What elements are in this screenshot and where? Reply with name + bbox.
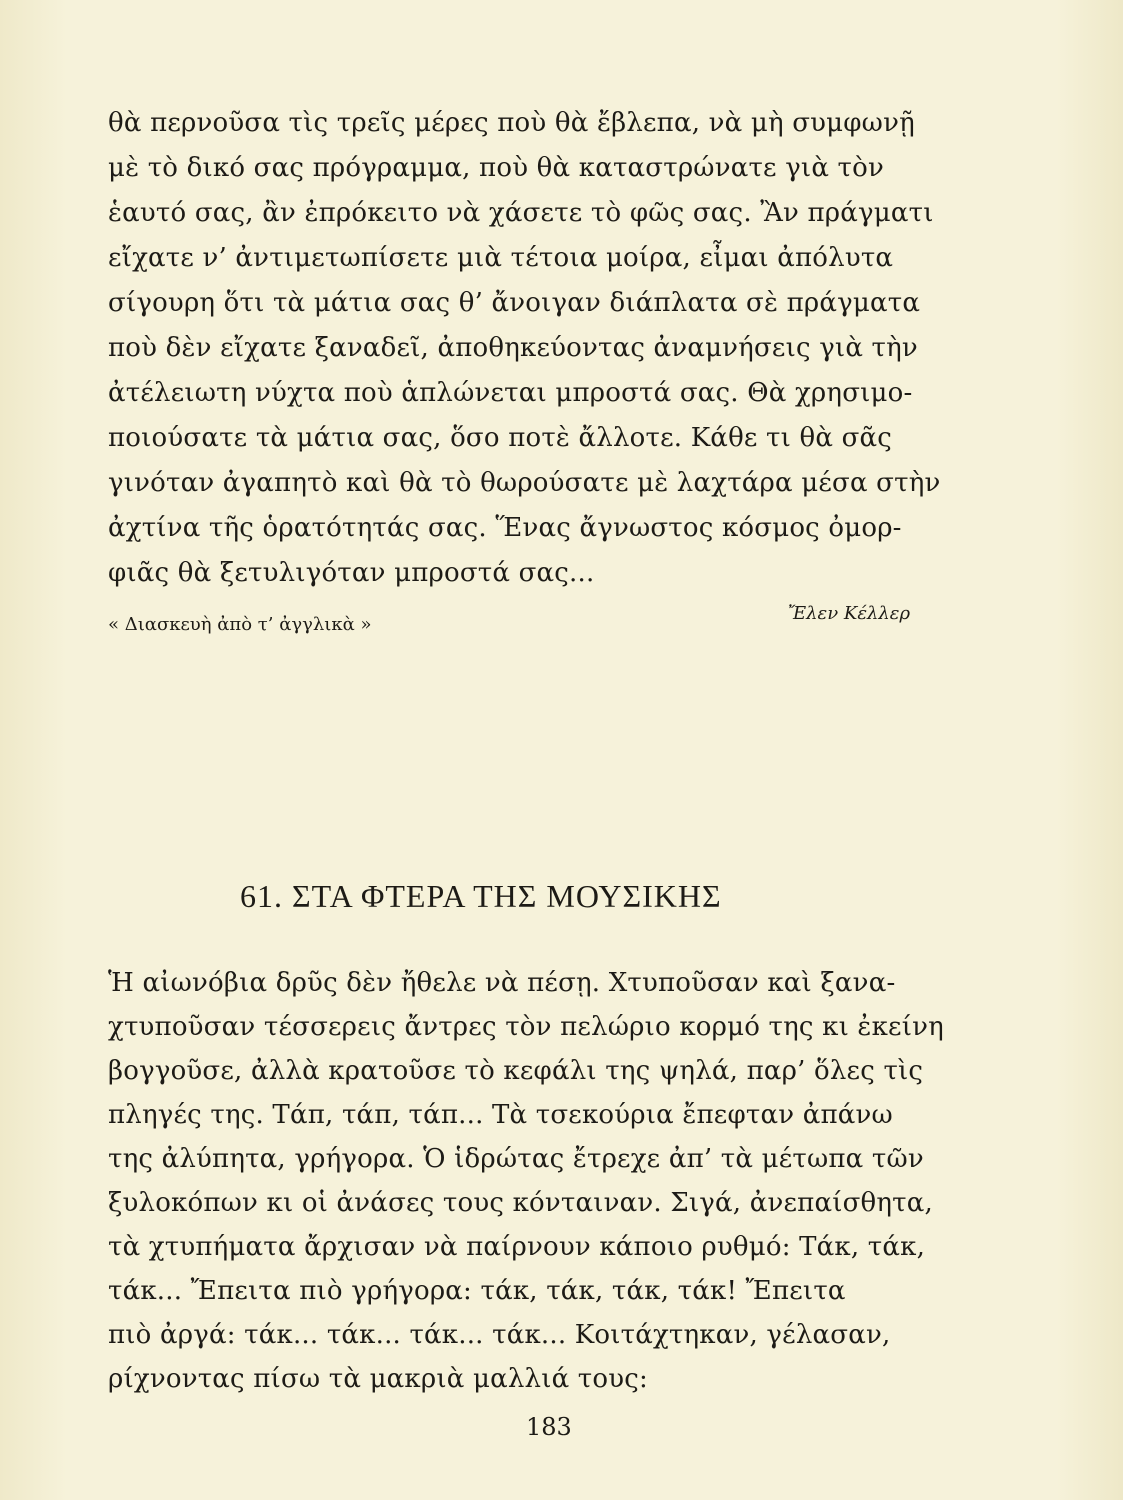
text-line: τάκ... Ἔπειτα πιὸ γρήγορα: τάκ, τάκ, τάκ, τάκ! Ἔπειτα [108,1276,846,1306]
text-line: ρίχνοντας πίσω τὰ μακριὰ μαλλιά τους: [108,1364,648,1394]
text-line: γινόταν ἀγαπητὸ καὶ θὰ τὸ θωρούσατε μὲ λαχτάρα μέσα στὴν [108,468,941,498]
text-line: της ἀλύπητα, γρήγορα. Ὁ ἱδρώτας ἔτρεχε ἀπ’ τὰ μέτωπα τῶν [108,1144,924,1174]
text-line: Ἡ αἰωνόβια δρῦς δὲν ἤθελε νὰ πέσῃ. Χτυποῦσαν καὶ ξανα- [108,968,896,998]
text-line: ἀτέλειωτη νύχτα ποὺ ἁπλώνεται μπροστά σας. Θὰ χρησιμο- [108,378,913,408]
text-line: φιᾶς θὰ ξετυλιγόταν μπροστά σας... [108,558,595,588]
chapter-heading: 61. ΣΤΑ ΦΤΕΡΑ ΤΗΣ ΜΟΥΣΙΚΗΣ [240,878,722,914]
credit-source: « Διασκευὴ ἀπὸ τ’ ἀγγλικὰ » [108,614,372,635]
text-line: ἑαυτό σας, ἂν ἐπρόκειτο νὰ χάσετε τὸ φῶς σας. Ἂν πράγματι [108,198,934,228]
text-line: σίγουρη ὅτι τὰ μάτια σας θ’ ἄνοιγαν διάπλατα σὲ πράγματα [108,288,921,318]
credit-author: Ἔλεν Κέλλερ [788,603,911,624]
text-line: ξυλοκόπων κι οἱ ἀνάσες τους κόνταιναν. Σιγά, ἀνεπαίσθητα, [108,1188,933,1218]
text-line: χτυποῦσαν τέσσερεις ἄντρες τὸν πελώριο κορμό της κι ἐκείνη [108,1012,944,1042]
text-line: εἴχατε ν’ ἀντιμετωπίσετε μιὰ τέτοια μοίρα, εἶμαι ἀπόλυτα [108,243,894,273]
text-line: μὲ τὸ δικό σας πρόγραμμα, ποὺ θὰ καταστρώνατε γιὰ τὸν [108,153,884,183]
text-line: ποὺ δὲν εἴχατε ξαναδεῖ, ἀποθηκεύοντας ἀναμνήσεις γιὰ τὴν [108,333,918,363]
page-number: 183 [526,1413,572,1441]
text-line: τὰ χτυπήματα ἄρχισαν νὰ παίρνουν κάποιο ρυθμό: Τάκ, τάκ, [108,1232,926,1262]
text-line: ποιούσατε τὰ μάτια σας, ὅσο ποτὲ ἄλλοτε. Κάθε τι θὰ σᾶς [108,423,893,453]
text-line: πληγές της. Τάπ, τάπ, τάπ... Τὰ τσεκούρια ἔπεφταν ἀπάνω [108,1100,893,1130]
text-line: βογγοῦσε, ἀλλὰ κρατοῦσε τὸ κεφάλι της ψηλά, παρ’ ὅλες τὶς [108,1056,924,1086]
text-line: ἀχτίνα τῆς ὁρατότητάς σας. Ἕνας ἄγνωστος κόσμος ὀμορ- [108,513,902,543]
text-line: θὰ περνοῦσα τὶς τρεῖς μέρες ποὺ θὰ ἔβλεπα, νὰ μὴ συμφωνῇ [108,108,915,138]
text-line: πιὸ ἀργά: τάκ... τάκ... τάκ... τάκ... Κοιτάχτηκαν, γέλασαν, [108,1320,891,1350]
